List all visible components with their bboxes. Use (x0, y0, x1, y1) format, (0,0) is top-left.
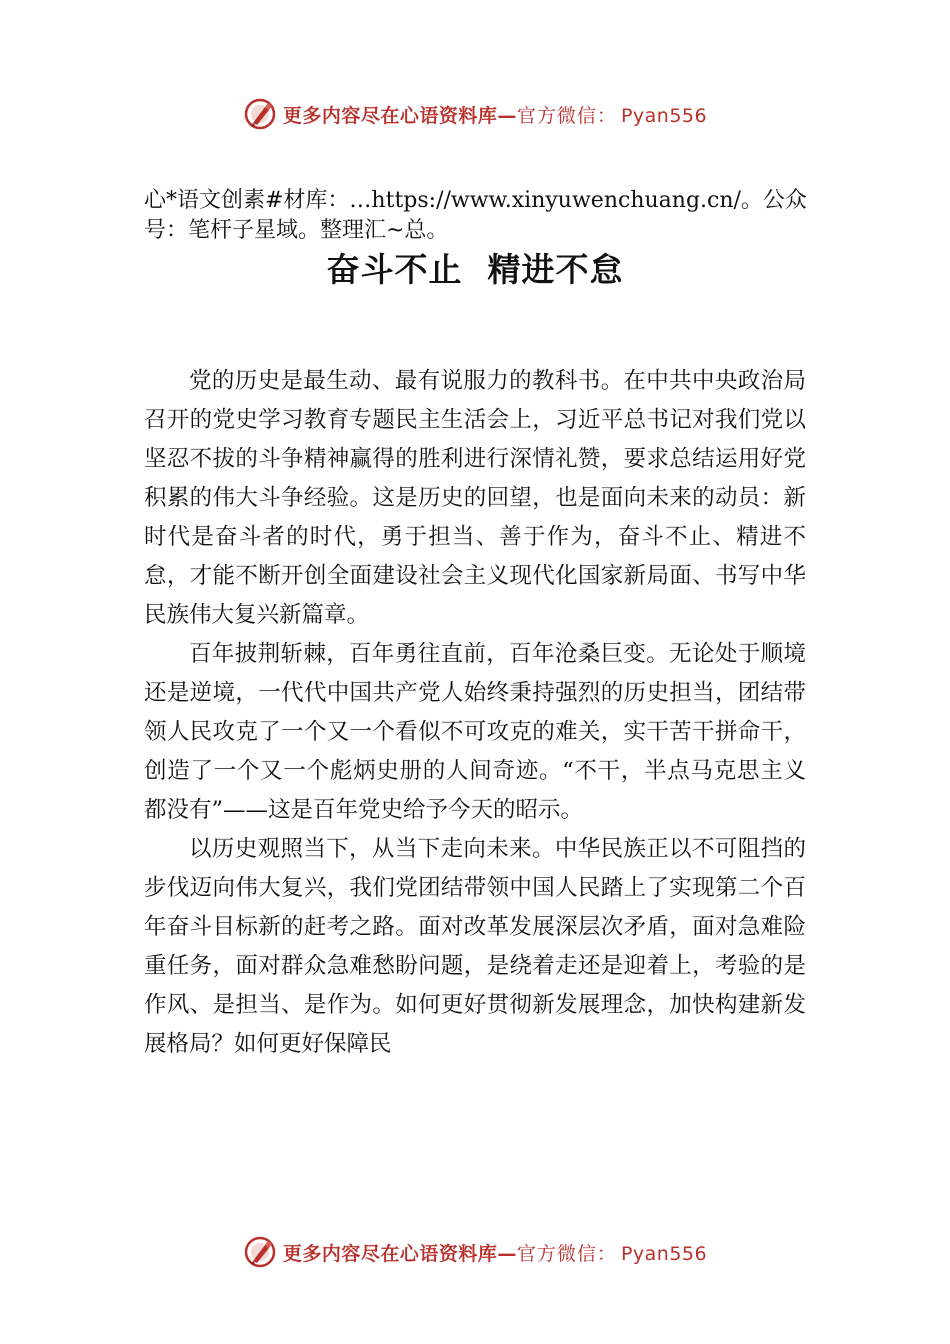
body-paragraph: 百年披荆斩棘，百年勇往直前，百年沧桑巨变。无论处于顺境还是逆境，一代代中国共产党人始终秉持强烈的历史担当，团结带领人民攻克了一个又一个看似不可攻克的难关，实干苦干拼命干，创造了一个又一个彪炳史册的人间奇迹。“不干，半点马克思主义都没有”——这是百年党史给予今天的昭示。 (144, 641, 806, 823)
pen-nib-logo-icon (243, 1235, 277, 1269)
document-body (144, 362, 806, 1064)
banner-wechat-label: 官方微信： (516, 1242, 617, 1265)
pen-nib-logo-icon (243, 97, 277, 131)
banner-wechat-id: Pyan556 (620, 104, 708, 127)
footer-banner-text (283, 1239, 707, 1266)
body-paragraph: 以历史观照当下，从当下走向未来。中华民族正以不可阻挡的步伐迈向伟大复兴，我们党团结带领中国人民踏上了实现第二个百年奋斗目标新的赶考之路。面对改革发展深层次矛盾，面对急难险重任务，面对群众急难愁盼问题，是绕着走还是迎着上，考验的是作风、是担当、是作为。如何更好贯彻新发展理念，加快构建新发展格局？如何更好保障民 (144, 836, 806, 1057)
banner-wechat-label: 官方微信： (516, 104, 617, 127)
footer-banner (0, 1232, 950, 1272)
header-banner-text (283, 101, 707, 128)
body-paragraph: 党的历史是最生动、最有说服力的教科书。在中共中央政治局召开的党史学习教育专题民主生活会上，习近平总书记对我们党以坚忍不拔的斗争精神赢得的胜利进行深情礼赞，要求总结运用好党积累的伟大斗争经验。这是历史的回望，也是面向未来的动员：新时代是奋斗者的时代，勇于担当、善于作为，奋斗不止、精进不怠，才能不断开创全面建设社会主义现代化国家新局面、书写中华民族伟大复兴新篇章。 (144, 368, 806, 628)
document-title: 奋斗不止 精进不怠 (326, 250, 624, 289)
banner-wechat-id: Pyan556 (620, 1242, 708, 1265)
source-note: 心*语文创素#材库：…https://www.xinyuwenchuang.cn/。公众号：笔杆子星域。整理汇~总。 (144, 188, 807, 243)
header-banner (0, 94, 950, 134)
banner-slogan: 更多内容尽在心语资料库— (282, 1242, 517, 1265)
banner-slogan: 更多内容尽在心语资料库— (282, 104, 517, 127)
